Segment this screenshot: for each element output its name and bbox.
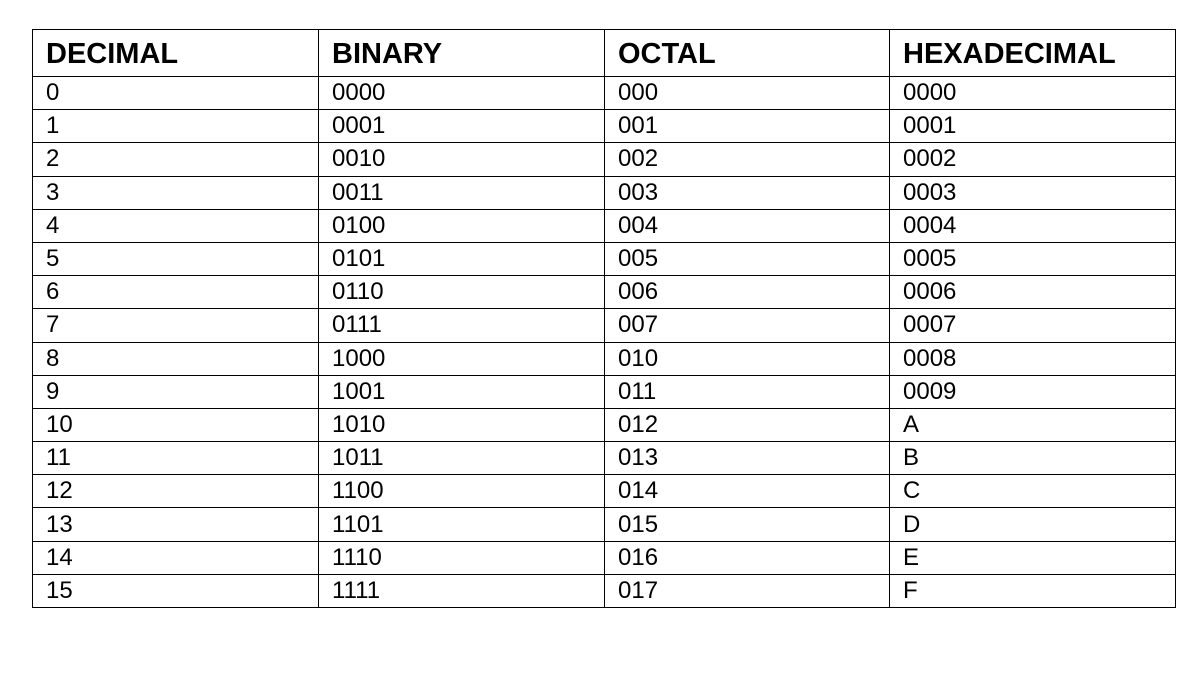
cell-decimal: 9 bbox=[33, 375, 319, 408]
cell-binary: 0101 bbox=[319, 242, 605, 275]
cell-hexadecimal: E bbox=[890, 541, 1176, 574]
table-header bbox=[33, 30, 1176, 77]
cell-hexadecimal: 0008 bbox=[890, 342, 1176, 375]
header-hexadecimal: HEXADECIMAL bbox=[890, 30, 1176, 77]
table-row bbox=[33, 342, 1176, 375]
cell-binary: 0011 bbox=[319, 176, 605, 209]
cell-binary: 1010 bbox=[319, 408, 605, 441]
cell-octal: 016 bbox=[605, 541, 890, 574]
cell-binary: 1110 bbox=[319, 541, 605, 574]
cell-octal: 015 bbox=[605, 508, 890, 541]
cell-hexadecimal: C bbox=[890, 475, 1176, 508]
table-row bbox=[33, 408, 1176, 441]
cell-octal: 014 bbox=[605, 475, 890, 508]
cell-binary: 1000 bbox=[319, 342, 605, 375]
cell-binary: 0001 bbox=[319, 110, 605, 143]
cell-octal: 010 bbox=[605, 342, 890, 375]
table-body bbox=[33, 77, 1176, 608]
table-row bbox=[33, 276, 1176, 309]
table-row bbox=[33, 309, 1176, 342]
cell-decimal: 13 bbox=[33, 508, 319, 541]
cell-decimal: 3 bbox=[33, 176, 319, 209]
cell-decimal: 10 bbox=[33, 408, 319, 441]
table-row bbox=[33, 541, 1176, 574]
cell-octal: 000 bbox=[605, 77, 890, 110]
cell-hexadecimal: 0004 bbox=[890, 209, 1176, 242]
cell-decimal: 8 bbox=[33, 342, 319, 375]
table-row bbox=[33, 110, 1176, 143]
table-row bbox=[33, 508, 1176, 541]
cell-hexadecimal: 0007 bbox=[890, 309, 1176, 342]
cell-binary: 1001 bbox=[319, 375, 605, 408]
cell-binary: 0000 bbox=[319, 77, 605, 110]
table-row bbox=[33, 475, 1176, 508]
table-row bbox=[33, 442, 1176, 475]
cell-octal: 005 bbox=[605, 242, 890, 275]
cell-binary: 1101 bbox=[319, 508, 605, 541]
cell-binary: 0100 bbox=[319, 209, 605, 242]
table-row bbox=[33, 143, 1176, 176]
cell-octal: 011 bbox=[605, 375, 890, 408]
table-row bbox=[33, 242, 1176, 275]
cell-hexadecimal: D bbox=[890, 508, 1176, 541]
cell-decimal: 1 bbox=[33, 110, 319, 143]
cell-octal: 012 bbox=[605, 408, 890, 441]
header-decimal: DECIMAL bbox=[33, 30, 319, 77]
header-row bbox=[33, 30, 1176, 77]
cell-decimal: 0 bbox=[33, 77, 319, 110]
cell-decimal: 12 bbox=[33, 475, 319, 508]
cell-binary: 0110 bbox=[319, 276, 605, 309]
cell-hexadecimal: 0009 bbox=[890, 375, 1176, 408]
cell-hexadecimal: 0005 bbox=[890, 242, 1176, 275]
cell-hexadecimal: 0006 bbox=[890, 276, 1176, 309]
cell-binary: 0010 bbox=[319, 143, 605, 176]
cell-octal: 007 bbox=[605, 309, 890, 342]
cell-decimal: 15 bbox=[33, 574, 319, 607]
cell-binary: 0111 bbox=[319, 309, 605, 342]
cell-octal: 002 bbox=[605, 143, 890, 176]
table-row bbox=[33, 375, 1176, 408]
table-row bbox=[33, 574, 1176, 607]
cell-hexadecimal: 0002 bbox=[890, 143, 1176, 176]
cell-binary: 1011 bbox=[319, 442, 605, 475]
cell-decimal: 5 bbox=[33, 242, 319, 275]
cell-octal: 003 bbox=[605, 176, 890, 209]
cell-hexadecimal: F bbox=[890, 574, 1176, 607]
table-row bbox=[33, 209, 1176, 242]
table-row bbox=[33, 176, 1176, 209]
cell-decimal: 7 bbox=[33, 309, 319, 342]
cell-decimal: 2 bbox=[33, 143, 319, 176]
cell-binary: 1111 bbox=[319, 574, 605, 607]
cell-octal: 001 bbox=[605, 110, 890, 143]
cell-decimal: 6 bbox=[33, 276, 319, 309]
cell-octal: 013 bbox=[605, 442, 890, 475]
cell-octal: 004 bbox=[605, 209, 890, 242]
cell-decimal: 14 bbox=[33, 541, 319, 574]
table-row bbox=[33, 77, 1176, 110]
cell-hexadecimal: A bbox=[890, 408, 1176, 441]
header-octal: OCTAL bbox=[605, 30, 890, 77]
conversion-table-container bbox=[32, 29, 1175, 608]
cell-hexadecimal: 0001 bbox=[890, 110, 1176, 143]
cell-octal: 017 bbox=[605, 574, 890, 607]
number-system-conversion-table bbox=[32, 29, 1176, 608]
cell-decimal: 11 bbox=[33, 442, 319, 475]
cell-binary: 1100 bbox=[319, 475, 605, 508]
cell-hexadecimal: B bbox=[890, 442, 1176, 475]
cell-decimal: 4 bbox=[33, 209, 319, 242]
cell-hexadecimal: 0003 bbox=[890, 176, 1176, 209]
header-binary: BINARY bbox=[319, 30, 605, 77]
cell-octal: 006 bbox=[605, 276, 890, 309]
cell-hexadecimal: 0000 bbox=[890, 77, 1176, 110]
